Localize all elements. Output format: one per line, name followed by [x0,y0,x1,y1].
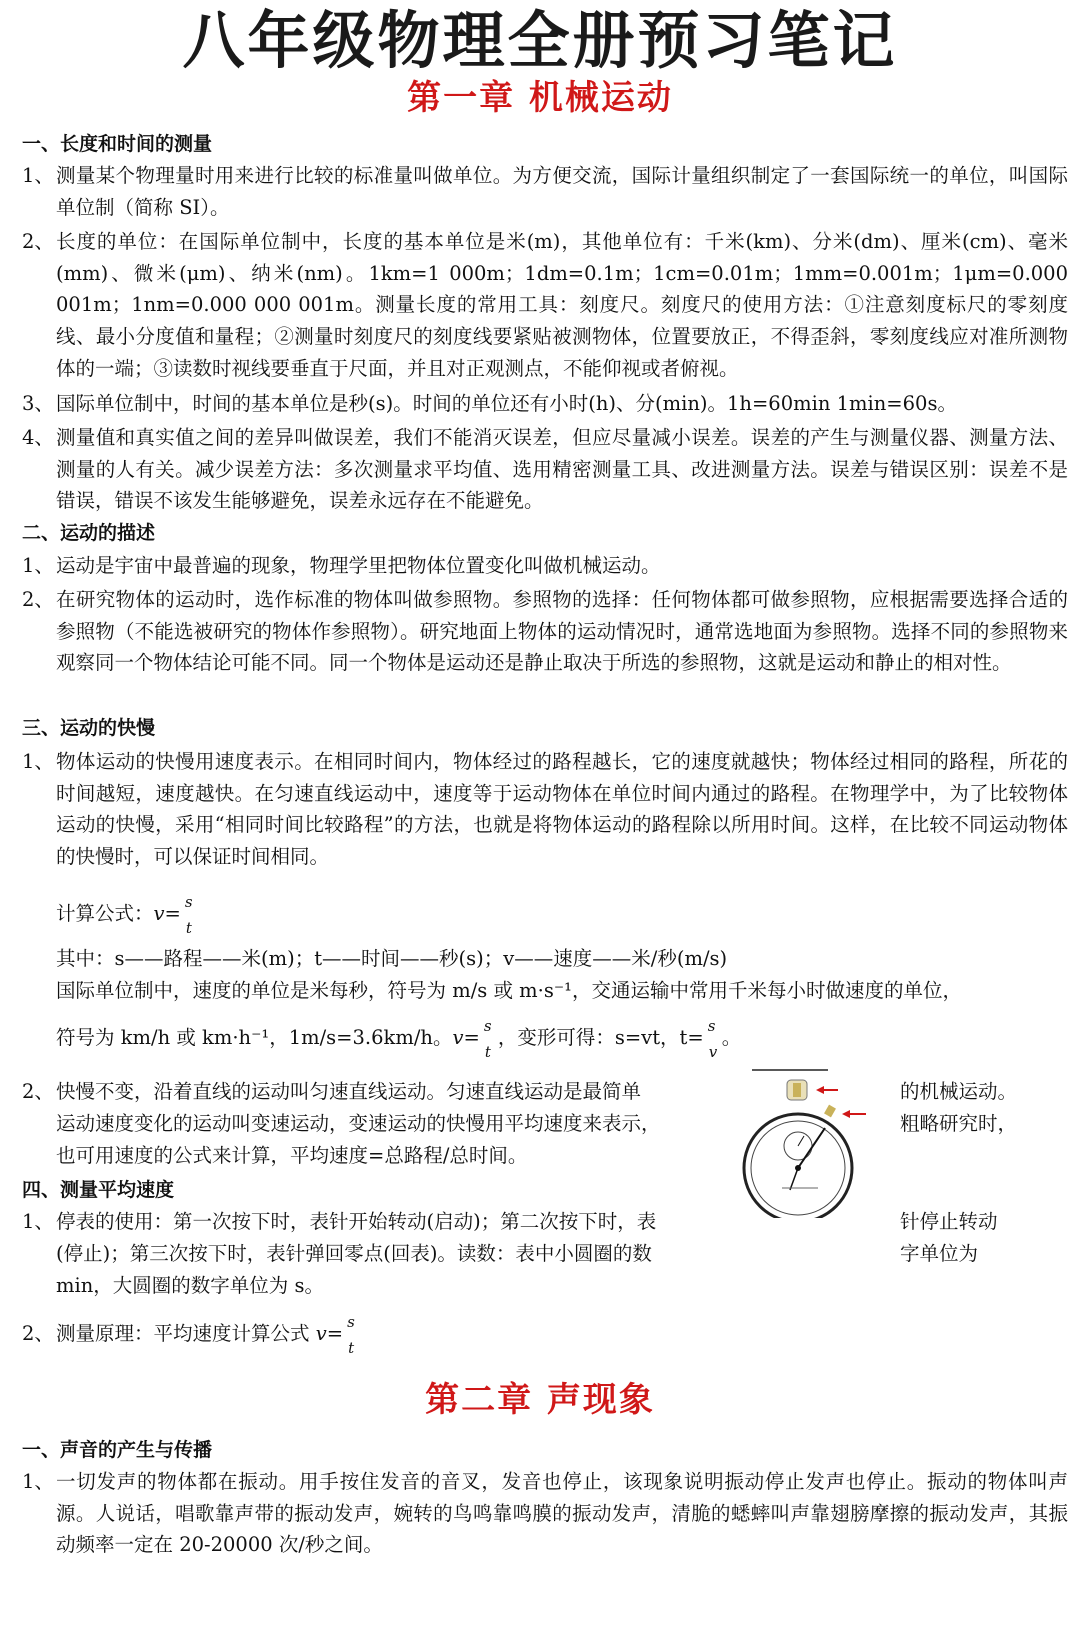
uniform-motion-line-3: 也可用速度的公式来计算，平均速度=总路程/总时间。 [56,1144,528,1167]
item-number: 2、 [22,1080,54,1103]
denominator: t [348,1339,355,1357]
formula-v: v= [315,1322,344,1345]
paragraph-3-1 [22,746,1068,873]
section-length-time: 一、长度和时间的测量 [22,133,213,155]
paragraph-text: 测量某个物理量时用来进行比较的标准量叫做单位。为方便交流，国际计量组织制定了一套国际统一的单位，叫国际单位制（简称 SI）。 [56,164,1068,219]
item-number: 1、 [22,164,54,187]
item-number: 1、 [22,750,54,773]
section-motion-description: 二、运动的描述 [22,522,156,544]
denominator: t [484,1043,491,1061]
measurement-principle-line [56,1313,361,1357]
numerator: s [483,1017,492,1035]
stopwatch-usage-line-1: 停表的使用：第一次按下时，表针开始转动(启动)；第二次按下时，表 [56,1210,657,1233]
paragraph-text: 国际单位制中，时间的基本单位是秒(s)。时间的单位还有小时(h)、分(min)。1h=60min 1min=60s。 [56,392,957,415]
section-sound-production: 一、声音的产生与传播 [22,1439,213,1461]
stopwatch-icon [742,1068,880,1218]
stopwatch-side-2: 字单位为 [900,1242,979,1265]
stopwatch-side-1: 针停止转动 [900,1210,998,1233]
stopwatch-usage-line-3: min，大圆圈的数字单位为 s。 [56,1274,324,1297]
paragraph-text: 一切发声的物体都在振动。用手按住发音的音叉，发音也停止，该现象说明振动停止发声也停止。振动的物体叫声源。人说话，唱歌靠声带的振动发声，婉转的鸟鸣靠鸣膜的振动发声，清脆的蟋蟀叫声靠翅膀摩擦的振动发声，其振动频率一定在 20-20000 次/秒之间。 [56,1470,1068,1557]
item-number: 2、 [22,588,54,611]
numerator: s [707,1017,716,1035]
period: 。 [721,1026,742,1049]
paragraph-c2-1 [22,1466,1068,1561]
paragraph-text: 长度的单位：在国际单位制中，长度的基本单位是米(m)，其他单位有：千米(km)、分米(dm)、厘米(cm)、毫米(mm)、微米(μm)、纳米(nm)。1km=1 000m；1dm=0.1m；1cm=0.01m；1mm=0.001m；1μm=0.000 001m；1nm=0.000 000 001m。测量长度的常用工具：刻度尺。刻度尺的使用方法：①注意刻度标尺的零刻度线、最小分度值和量程；②测量时刻度尺的刻度线要紧贴被测物体，位置要放正，不得歪斜，零刻度线应对准所测物体的一端；③读数时视线要垂直于尺面，并且对正观测点，不能仰视或者俯视。 [56,230,1068,380]
formula-v: v= [153,902,181,925]
fraction-s-over-t [343,1313,361,1357]
numerator: s [347,1313,355,1331]
uniform-motion-side-1: 的机械运动。 [900,1080,1018,1103]
denominator: t [185,919,192,937]
paragraph-1-2 [22,226,1068,385]
stopwatch-usage-line-2: (停止)；第三次按下时，表针弹回零点(回表)。读数：表中小圆圈的数 [56,1242,652,1265]
item-number: 1、 [22,554,54,577]
section-average-speed: 四、测量平均速度 [22,1179,175,1201]
chapter-1-heading: 第一章 机械运动 [407,78,673,118]
symbol-line [56,1017,742,1061]
paragraph-1-1 [22,160,1068,223]
section-speed: 三、运动的快慢 [22,717,156,739]
paragraph-1-4 [22,422,1068,517]
symbol-text: 符号为 km/h 或 km·h⁻¹，1m/s=3.6km/h。 [56,1026,453,1049]
uniform-motion-side-2: 粗略研究时， [900,1112,1018,1135]
item-number: 1、 [22,1470,54,1493]
item-number: 3、 [22,392,54,415]
page-title: 八年级物理全册预习笔记 [182,4,898,77]
formula-v: v= [452,1026,480,1049]
formula-label: 计算公式： [56,902,154,925]
paragraph-text: 物体运动的快慢用速度表示。在相同时间内，物体经过的路程越长，它的速度就越快；物体经过相同的路程，所花的时间越短，速度越快。在匀速直线运动中，速度等于运动物体在单位时间内通过的路程。在物理学中，为了比较物体运动的快慢，采用“相同时间比较路程”的方法，也就是将物体运动的路程除以所用时间。这样，在比较不同运动物体的快慢时，可以保证时间相同。 [56,750,1068,869]
paragraph-text: 在研究物体的运动时，选作标准的物体叫做参照物。参照物的选择：任何物体都可做参照物，应根据需要选择合适的参照物（不能选被研究的物体作参照物）。研究地面上物体的运动情况时，通常选地面为参照物。选择不同的参照物来观察同一个物体结论可能不同。同一个物体是运动还是静止取决于所选的参照物，这就是运动和静止的相对性。 [56,588,1068,675]
paragraph-text: 测量值和真实值之间的差异叫做误差，我们不能消灭误差，但应尽量减小误差。误差的产生与测量仪器、测量方法、测量的人有关。减少误差方法：多次测量求平均值、选用精密测量工具、改进测量方法。误差与错误区别：误差不是错误，错误不该发生能够避免，误差永远存在不能避免。 [56,426,1068,513]
stopwatch-image [742,1068,880,1218]
denominator: v [708,1043,718,1061]
transform-text: ，变形可得：s=vt，t= [497,1026,704,1049]
uniform-motion-line-1: 快慢不变，沿着直线的运动叫匀速直线运动。匀速直线运动是最简单 [56,1080,642,1103]
numerator: s [184,893,193,911]
formula-line [56,893,199,937]
speed-unit-line: 国际单位制中，速度的单位是米每秒，符号为 m/s 或 m·s⁻¹，交通运输中常用千米每小时做速度的单位， [56,979,962,1002]
paragraph-2-2 [22,584,1068,679]
item-number: 1、 [22,1210,54,1233]
paragraph-text: 运动是宇宙中最普遍的现象，物理学里把物体位置变化叫做机械运动。 [56,554,661,577]
variables-line: 其中：s——路程——米(m)；t——时间——秒(s)；v——速度——米/秒(m/s) [56,947,728,970]
paragraph-2-1 [22,550,1068,582]
item-number: 4、 [22,426,54,449]
fraction-s-over-t [181,893,199,937]
fraction-s-over-t [480,1017,498,1061]
fraction-s-over-v [704,1017,722,1061]
chapter-2-heading: 第二章 声现象 [425,1380,655,1420]
paragraph-1-3 [22,388,1068,420]
uniform-motion-line-2: 运动速度变化的运动叫变速运动，变速运动的快慢用平均速度来表示， [56,1112,661,1135]
item-number: 2、 [22,1322,54,1345]
principle-text: 测量原理：平均速度计算公式 [56,1322,310,1345]
item-number: 2、 [22,230,54,253]
